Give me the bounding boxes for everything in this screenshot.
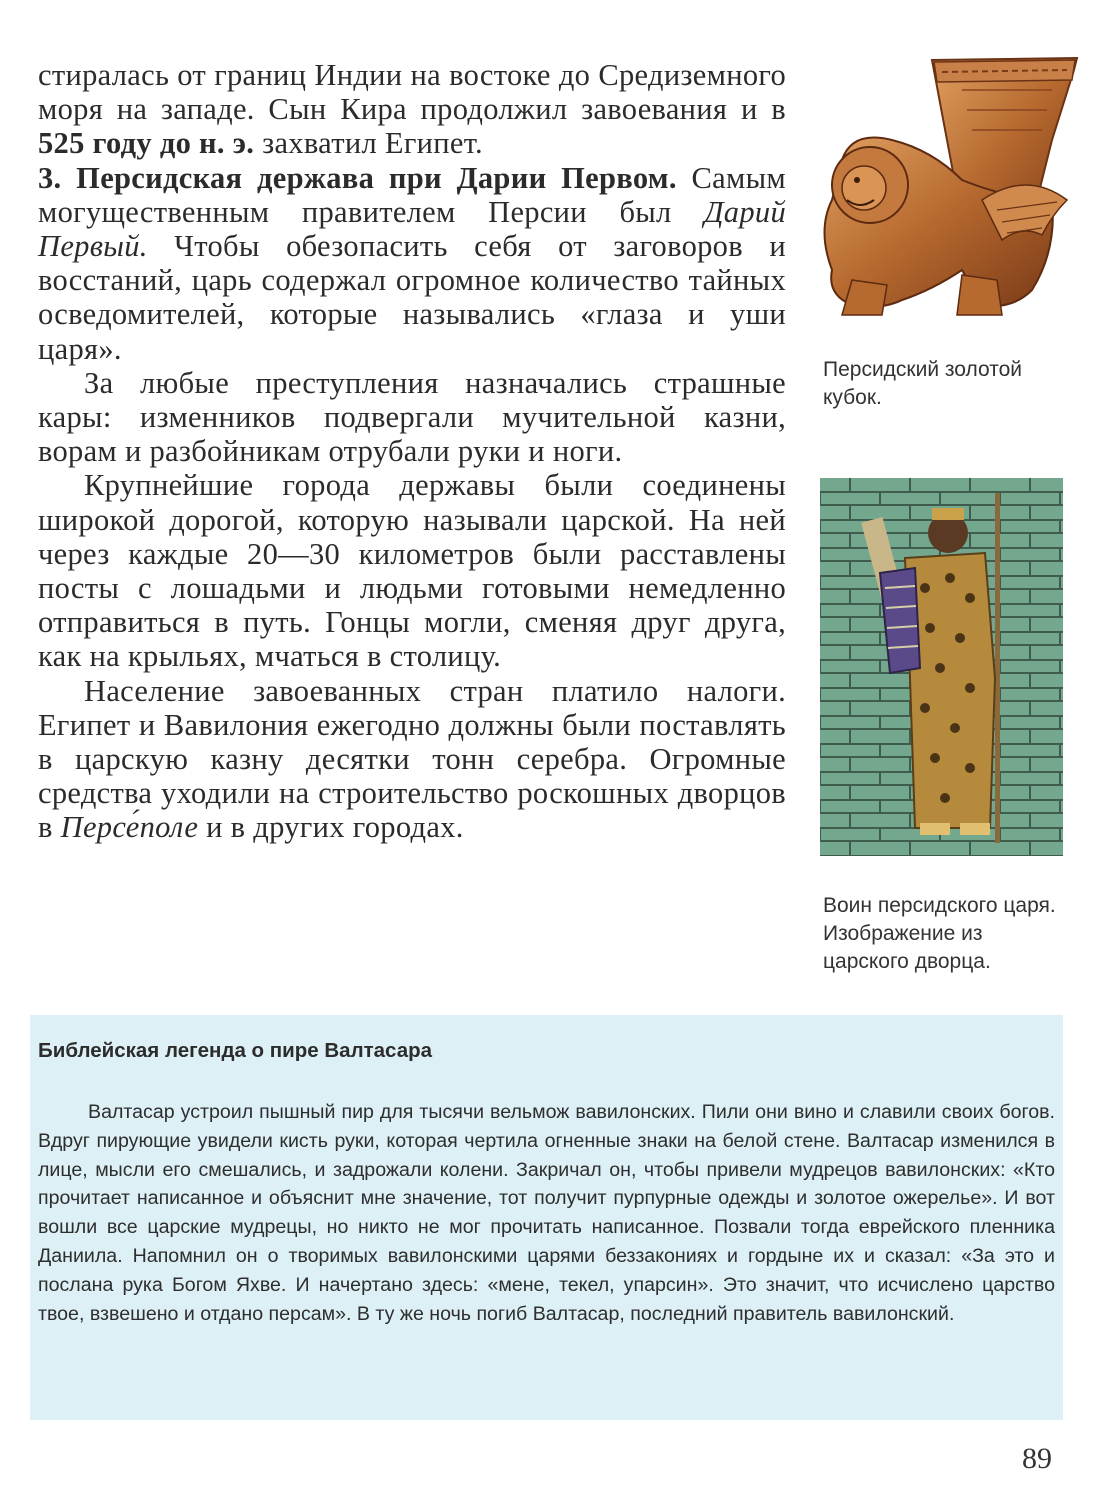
paragraph-2: 3. Персидская держава при Дарии Первом. Самым могущественным правителем Персии был Дарий Первый. Чтобы обезопасить себя от заговоров и восстаний, царь содержал огромное количество тайных осведомителей, которые назывались «глаза и уши царя». <box>38 160 786 366</box>
legend-title: Библейская легенда о пире Валтасара <box>38 1039 433 1062</box>
section-heading: 3. Персидская держава при Дарии Первом. <box>38 160 677 195</box>
place-name: Персе́поле <box>60 810 199 845</box>
main-text <box>38 58 786 845</box>
paragraph-5: Население завоеванных стран платило налоги. Египет и Вавилония ежегодно должны были поставлять в царскую казну десятки тонн серебра. Огромные средства уходили на строительство роскошных дворцов в Персе́поле и в других городах. <box>38 673 786 845</box>
paragraph-1: стиралась от границ Индии на востоке до Средиземного моря на западе. Сын Кира продолжил завоевания и в 525 году до н. э. захватил Египет. <box>38 58 786 161</box>
page-number: 89 <box>1022 1442 1052 1475</box>
legend-box <box>30 1015 1063 1420</box>
date-bold: 525 году до н. э. <box>38 126 255 161</box>
warrior-caption: Воин персидского царя. Изображение из царского дворца. <box>823 894 1056 973</box>
golden-cup-image <box>812 50 1082 325</box>
ruler-name: Дарий Первый. <box>38 194 786 264</box>
cup-caption: Персидский золотой кубок. <box>823 358 1023 409</box>
paragraph-3: За любые преступления назначались страшные кары: изменников подвергали мучительной казни, ворам и разбойникам отрубали руки и ноги. <box>38 365 786 469</box>
paragraph-4: Крупнейшие города державы были соединены широкой дорогой, которую называли царской. На ней через каждые 20—30 километров были расставлены посты с лошадьми и людьми готовыми немедленно отправиться в путь. Гонцы могли, сменяя друг друга, как на крыльях, мчаться в столицу. <box>38 468 786 674</box>
legend-text: Валтасар устроил пышный пир для тысячи вельмож вавилонских. Пили они вино и славили своих богов. Вдруг пирующие увидели кисть руки, которая чертила огненные знаки на белой стене. Валтасар изменился в лице, мысли его смешались, и задрожали колени. Закричал он, чтобы привели мудрецов вавилонских: «Кто прочитает написанное и объяснит мне значение, тот получит пурпурные одежды и золотое ожерелье». И вот вошли все царские мудрецы, но никто не мог прочитать написанное. Позвали тогда еврейского пленника Даниила. Напомнил он о творимых вавилонскими царями беззакониях и гордыне их и сказал: «За это и послана рука Богом Яхве. И начертано здесь: «мене, текел, упарсин». Это значит, что исчислено царство твое, взвешено и отдано персам». В ту же ночь погиб Валтасар, последний правитель вавилонский. <box>38 1101 1055 1325</box>
warrior-image <box>820 478 1063 856</box>
